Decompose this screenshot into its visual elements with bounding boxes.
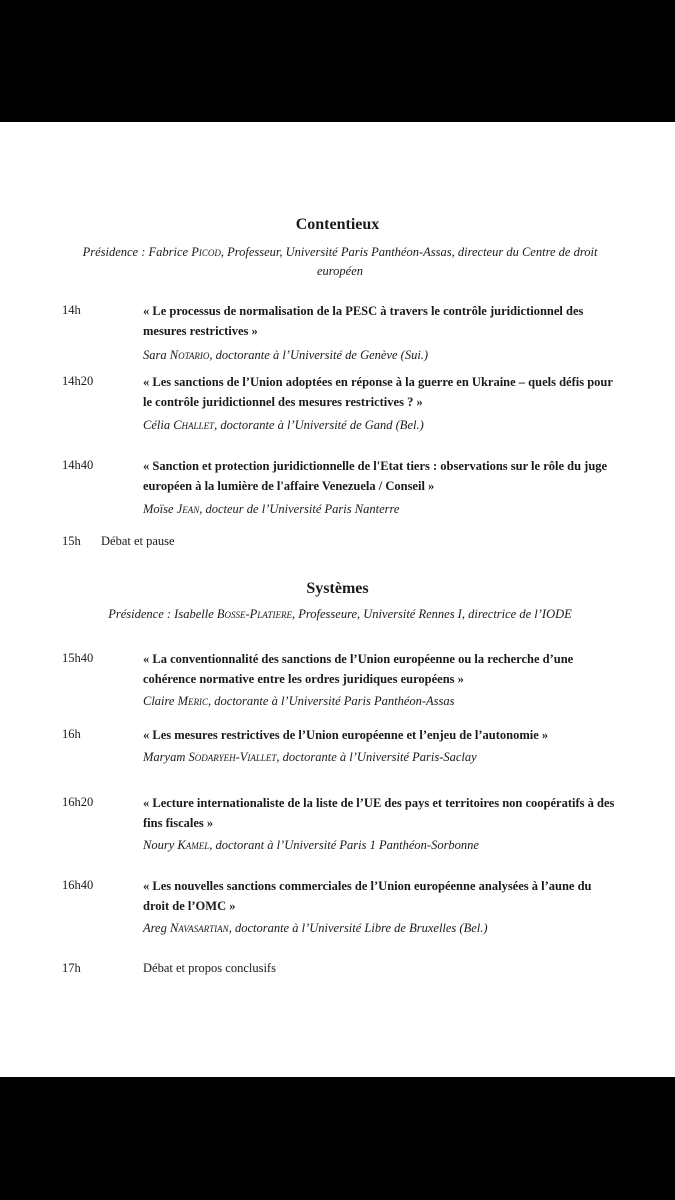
- talk-speaker: [143, 838, 618, 853]
- talk-speaker: [143, 502, 618, 517]
- speaker-last: Challet: [173, 418, 215, 432]
- talk-time: 15h40: [62, 651, 94, 665]
- talk-speaker: [143, 750, 618, 765]
- document-page: [0, 122, 675, 1077]
- speaker-last: Jean: [176, 502, 200, 516]
- speaker-first: Noury: [143, 838, 175, 852]
- talk-title: « Sanction et protection juridictionnelle de l'Etat tiers : observations sur le rôle du juge européen à la lumière de l'affaire Venezuela / Conseil »: [143, 459, 608, 493]
- section-title-contentieux: Contentieux: [295, 216, 380, 233]
- presidence-rest: , Professeur, Université Paris Panthéon-Assas, directeur du Centre de droit européen: [220, 245, 598, 278]
- talk-speaker: [143, 921, 618, 936]
- closing-label: Débat et pause: [101, 534, 175, 548]
- presidence-prefix: Présidence : Isabelle: [108, 607, 214, 621]
- speaker-last: Navasartian: [169, 921, 229, 935]
- talk-title: « Le processus de normalisation de la PESC à travers le contrôle juridictionnel des mesures restrictives »: [143, 304, 584, 338]
- speaker-affiliation: , doctorante à l’Université Libre de Bruxelles (Bel.): [228, 921, 488, 935]
- speaker-affiliation: , doctorant à l’Université Paris 1 Panthéon-Sorbonne: [209, 838, 479, 852]
- speaker-first: Claire: [143, 694, 175, 708]
- talk-time: 16h: [62, 727, 81, 741]
- presidence-name: Picod: [191, 245, 221, 259]
- talk-time: 14h20: [62, 374, 94, 388]
- talk-title: « Les sanctions de l’Union adoptées en réponse à la guerre en Ukraine – quels défis pour le contrôle juridictionnel des mesures restrictives ? »: [143, 375, 613, 409]
- talk-speaker: [143, 418, 618, 433]
- speaker-last: Meric: [177, 694, 209, 708]
- speaker-first: Moïse: [143, 502, 174, 516]
- closing-time: 15h: [62, 534, 81, 548]
- talk-title: « La conventionnalité des sanctions de l’Union européenne ou la recherche d’une cohérence normative entre les ordres juridiques européens »: [143, 652, 574, 686]
- speaker-affiliation: , doctorante à l’Université de Genève (Sui.): [209, 348, 429, 362]
- presidence-systemes: [60, 605, 620, 624]
- speaker-first: Sara: [143, 348, 167, 362]
- presidence-prefix: Présidence : Fabrice: [82, 245, 189, 259]
- talk-time: 14h40: [62, 458, 94, 472]
- section-title-systemes: Systèmes: [306, 580, 369, 597]
- speaker-last: Sodaryeh-Viallet: [188, 750, 277, 764]
- talk-speaker: [143, 694, 618, 709]
- talk-title: « Les nouvelles sanctions commerciales de l’Union européenne analysées à l’aune du droit de l’OMC »: [143, 879, 592, 913]
- speaker-affiliation: , doctorante à l’Université de Gand (Bel.): [214, 418, 424, 432]
- closing-label: Débat et propos conclusifs: [143, 961, 276, 975]
- talk-time: 14h: [62, 303, 81, 317]
- talk-speaker: [143, 348, 618, 363]
- presidence-name: Bosse-Platiere: [216, 607, 292, 621]
- talk-title: « Lecture internationaliste de la liste de l’UE des pays et territoires non coopératifs à des fins fiscales »: [143, 796, 615, 830]
- speaker-last: Notario: [169, 348, 210, 362]
- speaker-affiliation: , doctorante à l’Université Paris Panthéon-Assas: [208, 694, 455, 708]
- presidence-contentieux: [60, 243, 620, 281]
- closing-time: 17h: [62, 961, 81, 975]
- speaker-first: Maryam: [143, 750, 186, 764]
- speaker-affiliation: , docteur de l’Université Paris Nanterre: [199, 502, 400, 516]
- talk-time: 16h40: [62, 878, 94, 892]
- speaker-last: Kamel: [177, 838, 210, 852]
- talk-title: « Les mesures restrictives de l’Union européenne et l’enjeu de l’autonomie »: [143, 728, 549, 742]
- presidence-rest: , Professeure, Université Rennes I, directrice de l’IODE: [291, 607, 572, 621]
- speaker-affiliation: , doctorante à l’Université Paris-Saclay: [276, 750, 477, 764]
- talk-time: 16h20: [62, 795, 94, 809]
- speaker-first: Célia: [143, 418, 171, 432]
- speaker-first: Areg: [143, 921, 167, 935]
